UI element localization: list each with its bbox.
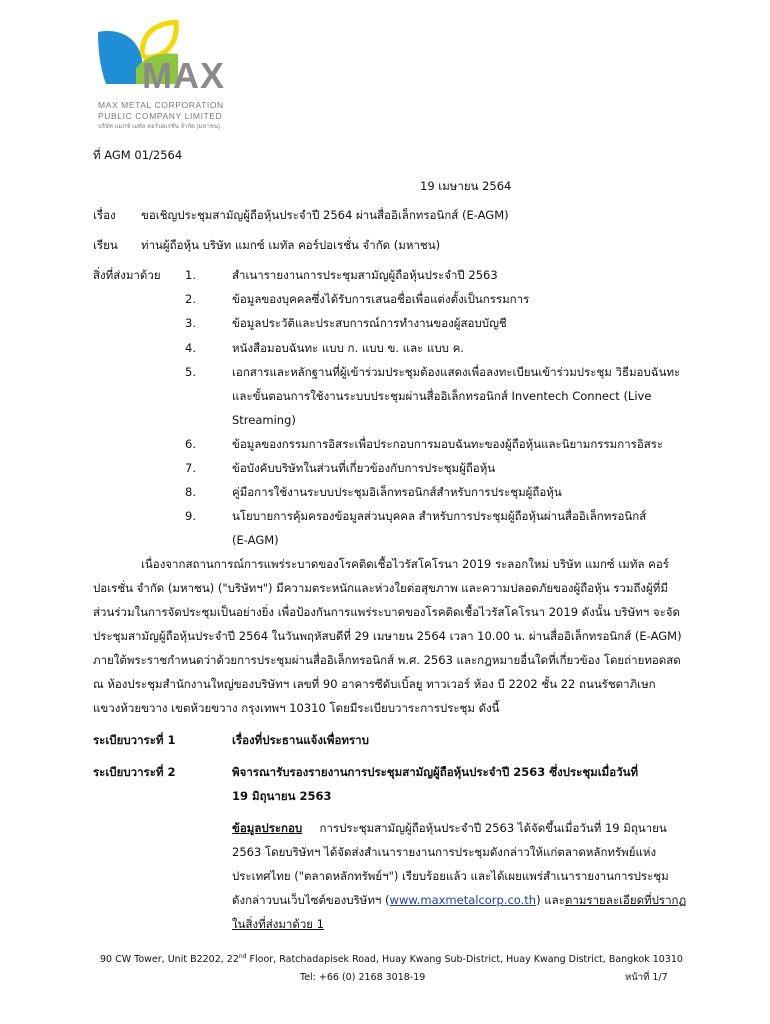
enclosure-text: ข้อมูลของกรรมการอิสระเพื่อประกอบการมอบฉันทะของผู้ถือหุ้นและนิยามกรรมการอิสระ (232, 437, 664, 451)
letter-date: 19 เมษายน 2564 (420, 179, 512, 193)
footer-telephone: Tel: +66 (0) 2168 3018-19 (300, 972, 426, 983)
body-line: ปอเรชั่น จำกัด (มหาชน) ("บริษัทฯ") มีความตระหนักและห่วงใยต่อสุขภาพ และความปลอดภัยของผู้ถือหุ้น รวมถึงผู้ที่มี (93, 581, 668, 595)
enclosure-text: ข้อบังคับบริษัทในส่วนที่เกี่ยวข้องกับการประชุมผู้ถือหุ้น (232, 461, 496, 475)
agenda-title: พิจารณารับรองรายงานการประชุมสามัญผู้ถือหุ้นประจำปี 2563 ซึ่งประชุมเมื่อวันที่ (232, 765, 639, 779)
background-text: ดังกล่าวบนเว็บไซต์ของบริษัทฯ ( (232, 893, 390, 907)
logo-leaf-blue (98, 31, 142, 84)
enclosure-number: 2. (185, 292, 196, 306)
company-logo (96, 20, 246, 142)
enclosure-text: เอกสารและหลักฐานที่ผู้เข้าร่วมประชุมต้องแสดงเพื่อลงทะเบียนเข้าร่วมประชุม วิธีมอบฉันทะ (232, 365, 681, 379)
page-number: หน้าที่ 1/7 (625, 972, 668, 983)
logo-line-2: PUBLIC COMPANY LIMITED (98, 111, 223, 121)
enclosure-number: 9. (185, 509, 196, 523)
body-line: ภายใต้พระราชกำหนดว่าด้วยการประชุมผ่านสื่ออิเล็กทรอนิกส์ พ.ศ. 2563 และกฎหมายอื่นใดที่เกี่ยวข้อง โดยถ่ายทอดสด (93, 653, 681, 667)
enclosure-text: สำเนารายงานการประชุมสามัญผู้ถือหุ้นประจำปี 2563 (232, 268, 498, 282)
enclosure-number: 6. (185, 437, 196, 451)
background-line-5: ในสิ่งที่ส่งมาด้วย 1 (232, 917, 324, 931)
footer-address-part: 90 CW Tower, Unit B2202, 22 (100, 954, 239, 966)
agenda-label: ระเบียบวาระที่ 1 (93, 733, 176, 747)
agenda-label: ระเบียบวาระที่ 2 (93, 765, 176, 779)
enclosure-number: 3. (185, 316, 196, 330)
enclosure-number: 5. (185, 365, 196, 379)
enclosure-text: Streaming) (232, 413, 296, 427)
recipient-text: ท่านผู้ถือหุ้น บริษัท แมกซ์ เมทัล คอร์ปอเรชั่น จำกัด (มหาชน) (141, 238, 441, 252)
body-line: ณ ห้องประชุมสำนักงานใหญ่ของบริษัทฯ เลขที่ 90 อาคารซีดับเบิ้ลยู ทาวเวอร์ ห้อง บี 2202 ชั้น 22 ถนนรัชดาภิเษก (93, 677, 656, 691)
enclosure-number: 7. (185, 461, 196, 475)
enclosure-text: ข้อมูลของบุคคลซึ่งได้รับการเสนอชื่อเพื่อแต่งตั้งเป็นกรรมการ (232, 292, 530, 306)
enclosure-text: (E-AGM) (232, 533, 279, 547)
enclosure-number: 8. (185, 485, 196, 499)
enclosure-text: หนังสือมอบฉันทะ แบบ ก. แบบ ข. และ แบบ ค. (232, 341, 464, 355)
reference-number: ที่ AGM 01/2564 (93, 148, 183, 162)
background-line-3: ประเทศไทย ("ตลาดหลักทรัพย์ฯ") เรียบร้อยแล้ว และได้เผยแพร่สำเนารายงานการประชุม (232, 869, 669, 883)
agenda-title: 19 มิถุนายน 2563 (232, 789, 332, 803)
background-line-4 (232, 893, 686, 907)
company-website-link[interactable]: www.maxmetalcorp.co.th (389, 893, 537, 907)
enclosure-text: ข้อมูลประวัติและประสบการณ์การทำงานของผู้สอบบัญชี (232, 316, 507, 330)
footer-address-part: Floor, Ratchadapisek Road, Huay Kwang Sub-District, Huay Kwang District, Bangkok 10310 (246, 954, 683, 966)
enclosure-text: และขั้นตอนการใช้งานระบบประชุมผ่านสื่ออิเล็กทรอนิกส์ Inventech Connect (Live (232, 389, 652, 403)
enclosure-text: คู่มือการใช้งานระบบประชุมอิเล็กทรอนิกส์สำหรับการประชุมผู้ถือหุ้น (232, 485, 562, 499)
body-line: แขวงห้วยขวาง เขตห้วยขวาง กรุงเทพฯ 10310 โดยมีระเบียบวาระการประชุม ดังนี้ (93, 701, 500, 715)
logo-line-3: บริษัท แมกซ์ เมทัล คอร์ปอเรชั่น จำกัด (มหาชน) (98, 124, 221, 130)
agenda-title: เรื่องที่ประธานแจ้งเพื่อทราบ (232, 733, 369, 747)
subject-text: ขอเชิญประชุมสามัญผู้ถือหุ้นประจำปี 2564 ผ่านสื่ออิเล็กทรอนิกส์ (E-AGM) (141, 208, 509, 222)
background-underlined-text: ตามรายละเอียดที่ปรากฏ (564, 893, 687, 907)
body-line: ประชุมสามัญผู้ถือหุ้นประจำปี 2564 ในวันพฤหัสบดีที่ 29 เมษายน 2564 เวลา 10.00 น. ผ่านสื่ออิเล็กทรอนิกส์ (E-AGM) (93, 629, 682, 643)
subject-label: เรื่อง (93, 208, 116, 222)
footer-address (100, 950, 683, 966)
recipient-label: เรียน (93, 238, 118, 252)
background-text: ) และ (536, 893, 565, 907)
background-line-2: 2563 โดยบริษัทฯ ได้จัดส่งสำเนารายงานการประชุมดังกล่าวให้แก่ตลาดหลักทรัพย์แห่ง (232, 845, 657, 859)
enclosure-number: 1. (185, 268, 196, 282)
background-heading: ข้อมูลประกอบ (232, 821, 303, 835)
body-line: เนื่องจากสถานการณ์การแพร่ระบาดของโรคติดเชื้อไวรัสโคโรนา 2019 ระลอกใหม่ บริษัท แมกซ์ เมทัล คอร์ (141, 557, 669, 571)
body-line: ส่วนร่วมในการจัดประชุมเป็นอย่างยิ่ง เพื่อป้องกันการแพร่ระบาดของโรคติดเชื้อไวรัสโคโรนา 2019 ดังนั้น บริษัทฯ จะจัด (93, 605, 680, 619)
enclosure-text: นโยบายการคุ้มครองข้อมูลส่วนบุคคล สำหรับการประชุมผู้ถือหุ้นผ่านสื่ออิเล็กทรอนิกส์ (232, 509, 647, 523)
enclosures-label: สิ่งที่ส่งมาด้วย (93, 268, 161, 282)
background-text: การประชุมสามัญผู้ถือหุ้นประจำปี 2563 ได้จัดขึ้นเมื่อวันที่ 19 มิถุนายน (319, 821, 667, 835)
enclosure-number: 4. (185, 341, 196, 355)
footer-address-sup: nd (238, 953, 247, 960)
background-line-1 (232, 821, 667, 835)
logo-wordmark: MAX (142, 55, 225, 96)
logo-line-1: MAX METAL CORPORATION (98, 100, 224, 110)
logo-leaf-yellow (142, 22, 176, 58)
